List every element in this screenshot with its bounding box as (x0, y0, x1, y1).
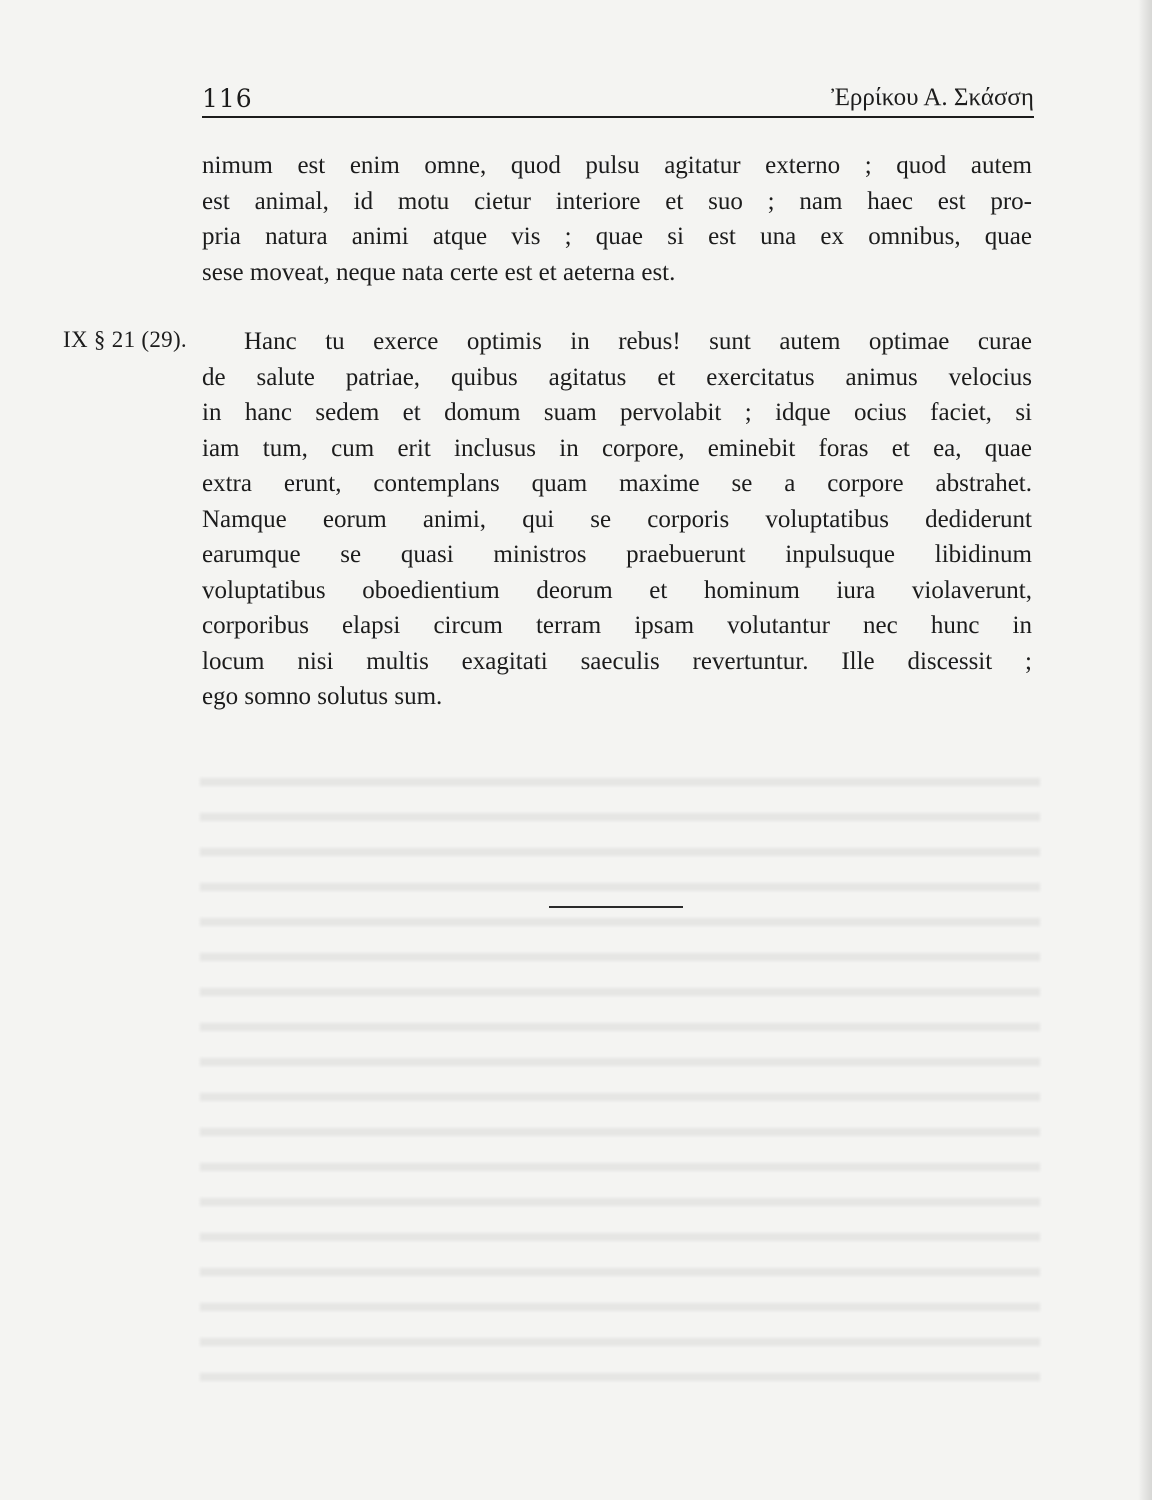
paragraph-2 (202, 324, 1032, 715)
page-number: 116 (202, 84, 253, 113)
paragraph-1 (202, 148, 1032, 290)
page-edge-shadow (1138, 0, 1152, 1500)
text-line: est animal, id motu cietur interiore et suo ; nam haec est pro- (202, 187, 1032, 215)
text-line: Hanc tu exerce optimis in rebus! sunt autem optimae curae (244, 328, 1032, 355)
text-line: de salute patriae, quibus agitatus et exercitatus animus velocius (202, 363, 1032, 391)
page-header (202, 80, 1034, 120)
text-line: ego somno solutus sum. (202, 683, 443, 710)
text-line: pria natura animi atque vis ; quae si est una ex omnibus, quae (202, 223, 1032, 250)
text-line: sese moveat, neque nata certe est et aeterna est. (202, 258, 676, 286)
text-line: Namque eorum animi, qui se corporis voluptatibus dediderunt (202, 505, 1032, 533)
text-line: locum nisi multis exagitati saeculis revertuntur. Ille discessit ; (202, 647, 1032, 675)
text-line: nimum est enim omne, quod pulsu agitatur externo ; quod autem (202, 152, 1032, 179)
text-line: earumque se quasi ministros praebuerunt inpulsuque libidinum (202, 541, 1032, 568)
text-line: iam tum, cum erit inclusus in corpore, eminebit foras et ea, quae (202, 434, 1032, 462)
text-line: corporibus elapsi circum terram ipsam volutantur nec hunc in (202, 612, 1032, 639)
running-head: Ἐρρίκου Α. Σκάσση (831, 84, 1034, 111)
text-line: voluptatibus oboedientium deorum et hominum iura violaverunt, (202, 576, 1032, 604)
text-line: in hanc sedem et domum suam pervolabit ; idque ocius faciet, si (202, 399, 1032, 426)
text-line: extra erunt, contemplans quam maxime se a corpore abstrahet. (202, 470, 1032, 497)
show-through-texture (200, 760, 1040, 1400)
header-rule (202, 116, 1034, 118)
margin-reference: IX § 21 (29). (63, 327, 187, 352)
